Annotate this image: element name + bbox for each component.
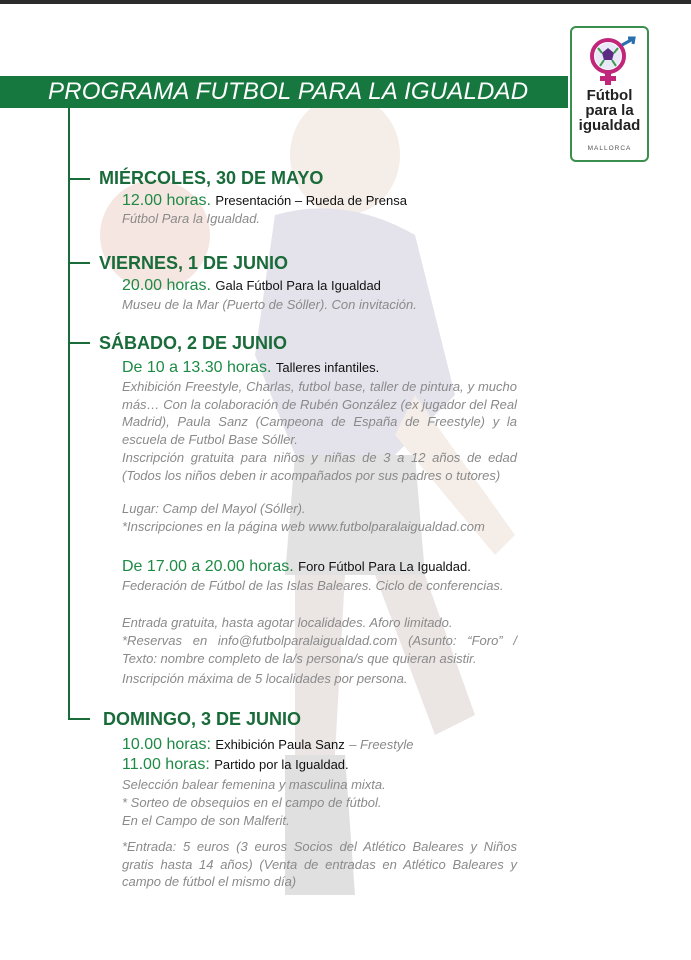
event-time: 10.00 horas: — [122, 736, 211, 753]
event-description: *Inscripciones en la página web www.futbolparalaigualdad.com — [122, 519, 485, 534]
event-time: 11.00 horas: — [122, 756, 210, 773]
event-description: En el Campo de son Malferit. — [122, 813, 290, 828]
logo — [570, 26, 649, 162]
event-description: Federación de Fútbol de las Islas Baleares. Ciclo de conferencias. — [122, 578, 504, 593]
timeline-tick-day-2 — [68, 262, 90, 264]
event-suffix: – Freestyle — [349, 737, 414, 752]
event-line — [122, 276, 381, 296]
event-description: Inscripción máxima de 5 localidades por persona. — [122, 671, 408, 686]
event-description: *Entrada: 5 euros (3 euros Socios del Atlético Baleares y Niños gratis hasta 14 años) (Venta de entradas en Atlético Baleares y campo de fútbol el mismo día) — [122, 839, 517, 889]
logo-place: MALLORCA — [587, 145, 632, 152]
event-description: Fútbol Para la Igualdad. — [122, 211, 261, 226]
event-line — [122, 358, 379, 378]
event-description: Museu de la Mar (Puerto de Sóller). Con invitación. — [122, 297, 417, 312]
top-edge-bar — [0, 0, 691, 4]
day-heading-miercoles: MIÉRCOLES, 30 DE MAYO — [99, 168, 324, 188]
event-time: De 10 a 13.30 horas. — [122, 359, 272, 376]
event-description: Entrada gratuita, hasta agotar localidades. Aforo limitado. — [122, 615, 453, 630]
timeline-tick-day-1 — [68, 178, 90, 180]
event-line — [122, 735, 414, 755]
event-title: Foro Fútbol Para La Igualdad. — [298, 559, 471, 574]
event-line — [122, 557, 471, 577]
event-description: Exhibición Freestyle, Charlas, futbol base, taller de pintura, y mucho más… Con la colaboración de Rubén González (ex jugador del Real Madrid), Paula Sanz (Campeona de España de Freestyle) y la escuela de Futbol Base Sóller. — [122, 379, 517, 447]
ball-gender-icon — [586, 36, 636, 88]
timeline-line — [68, 108, 70, 720]
event-time: De 17.00 a 20.00 horas. — [122, 558, 294, 575]
timeline-tick-day-4 — [68, 718, 90, 720]
program-title: PROGRAMA FUTBOL PARA LA IGUALDAD — [48, 78, 529, 105]
event-description: Selección balear femenina y masculina mixta. — [122, 777, 386, 792]
timeline-tick-day-3 — [68, 342, 90, 344]
day-heading-viernes: VIERNES, 1 DE JUNIO — [99, 253, 289, 273]
event-description: * Sorteo de obsequios en el campo de fútbol. — [122, 795, 382, 810]
day-heading-domingo: DOMINGO, 3 DE JUNIO — [103, 709, 302, 729]
event-title: Partido por la Igualdad. — [214, 757, 349, 772]
event-description: Lugar: Camp del Mayol (Sóller). — [122, 501, 306, 516]
event-title: Exhibición Paula Sanz — [215, 737, 345, 752]
event-title: Talleres infantiles. — [275, 360, 380, 375]
event-line — [122, 191, 407, 211]
logo-text: Fútbol para la igualdad — [578, 87, 641, 134]
day-heading-sabado: SÁBADO, 2 DE JUNIO — [99, 333, 288, 353]
event-time: 20.00 horas. — [122, 277, 211, 294]
event-description: *Reservas en info@futbolparalaigualdad.com (Asunto: “Foro” / Texto: nombre completo de la/s persona/s que quieran asistir. — [122, 633, 517, 666]
event-title: Presentación – Rueda de Prensa — [215, 193, 407, 208]
event-title: Gala Fútbol Para la Igualdad — [215, 278, 381, 293]
event-description: Inscripción gratuita para niños y niñas de 3 a 12 años de edad (Todos los niños deben ir acompañados por sus padres o tutores) — [122, 450, 517, 483]
event-time: 12.00 horas. — [122, 192, 211, 209]
event-line — [122, 755, 349, 775]
